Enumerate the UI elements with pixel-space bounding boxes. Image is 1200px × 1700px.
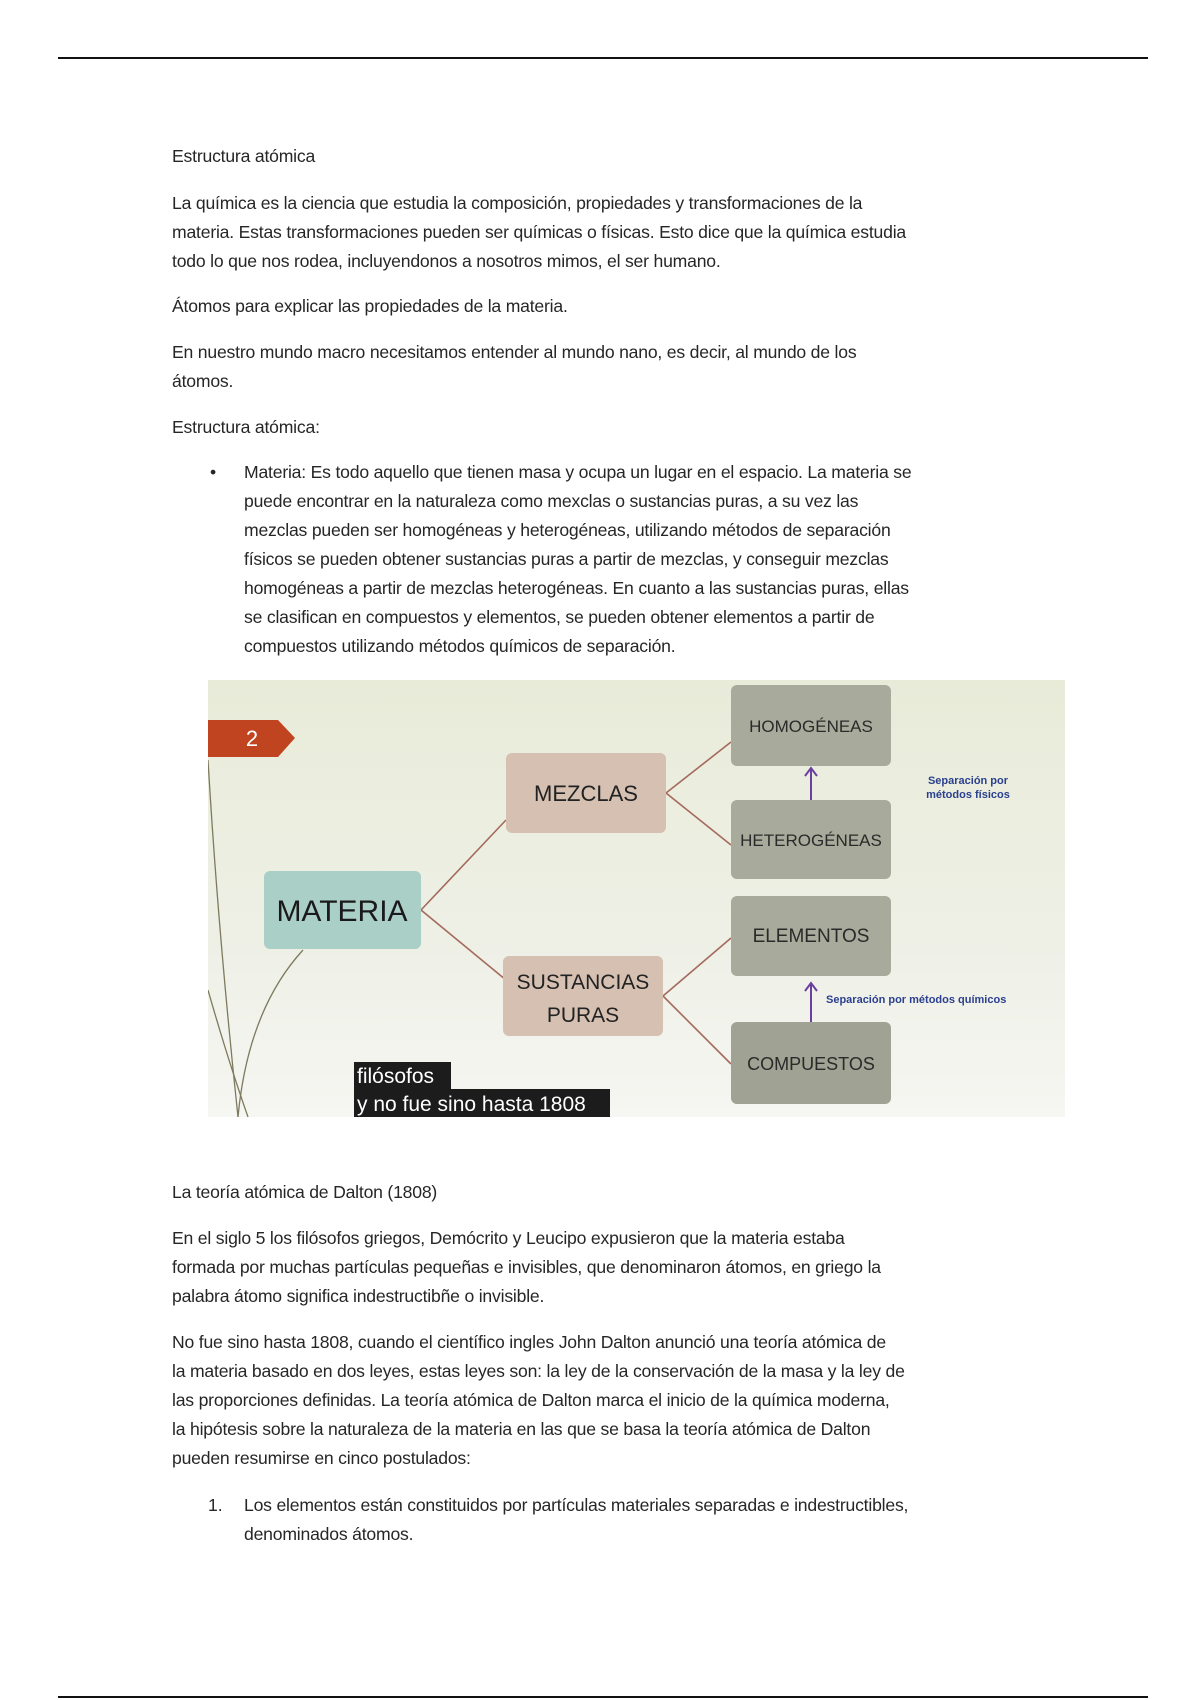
- sustancias-label: SUSTANCIAS: [516, 971, 650, 994]
- heading-estructura-2: Estructura atómica:: [172, 417, 320, 437]
- bullet-item-materia: [244, 458, 911, 661]
- line: pueden resumirse en cinco postulados:: [172, 1448, 471, 1468]
- heterogeneas-label: HETEROGÉNEAS: [740, 831, 882, 850]
- elementos-label: ELEMENTOS: [752, 926, 870, 947]
- line: materia. Estas transformaciones pueden ser químicas o físicas. Esto dice que la química estudia: [172, 222, 906, 242]
- materia-diagram-image: [208, 680, 1065, 1117]
- line: palabra átomo significa indestructibñe o invisible.: [172, 1286, 545, 1306]
- header-rule: [58, 57, 1148, 59]
- line: átomos.: [172, 371, 234, 391]
- paragraph-filosofos: [172, 1224, 881, 1311]
- line: la materia basado en dos leyes, estas leyes son: la ley de la conservación de la masa y la ley de: [172, 1361, 905, 1381]
- footer-rule: [58, 1696, 1148, 1698]
- line: físicos se pueden obtener sustancias puras a partir de mezclas, y conseguir mezclas: [244, 549, 889, 569]
- line: puede encontrar en la naturaleza como mexclas o sustancias puras, a su vez las: [244, 491, 859, 511]
- line: se clasifican en compuestos y elementos, se pueden obtener elementos a partir de: [244, 607, 875, 627]
- line: denominados átomos.: [244, 1524, 414, 1544]
- line: No fue sino hasta 1808, cuando el científico ingles John Dalton anunció una teoría atómica de: [172, 1332, 886, 1352]
- note-fisicos-1: Separación por: [927, 775, 1009, 787]
- caption-line-1: filósofos: [357, 1065, 435, 1088]
- line: la hipótesis sobre la naturaleza de la materia en las que se basa la teoría atómica de Dalton: [172, 1419, 871, 1439]
- list-number: 1.: [208, 1495, 223, 1515]
- homogeneas-label: HOMOGÉNEAS: [749, 717, 873, 736]
- slide-number: 2: [245, 726, 259, 751]
- list-item-postulado-1: [244, 1491, 908, 1549]
- caption-line-2: y no fue sino hasta 1808: [357, 1093, 586, 1116]
- line: mezclas pueden ser homogéneas y heterogéneas, utilizando métodos de separación: [244, 520, 891, 540]
- heading-estructura: Estructura atómica: [172, 146, 316, 166]
- line: Los elementos están constituidos por partículas materiales separadas e indestructibles,: [244, 1495, 909, 1515]
- note-quimicos: Separación por métodos químicos: [826, 994, 1007, 1006]
- paragraph-dalton: [172, 1328, 905, 1473]
- materia-label: MATERIA: [276, 895, 408, 928]
- line: En nuestro mundo macro necesitamos entender al mundo nano, es decir, al mundo de los: [172, 342, 857, 362]
- mezclas-label: MEZCLAS: [534, 781, 638, 806]
- puras-label: PURAS: [546, 1004, 620, 1027]
- paragraph-mundo: [172, 338, 856, 396]
- line: En el siglo 5 los filósofos griegos, Demócrito y Leucipo expusieron que la materia estaba: [172, 1228, 845, 1248]
- line: formada por muchas partículas pequeñas e invisibles, que denominaron átomos, en griego la: [172, 1257, 881, 1277]
- paragraph-quimica: [172, 189, 906, 276]
- note-fisicos-2: métodos físicos: [926, 789, 1010, 801]
- line: homogéneas a partir de mezclas heterogéneas. En cuanto a las sustancias puras, ellas: [244, 578, 909, 598]
- compuestos-label: COMPUESTOS: [747, 1054, 875, 1074]
- line: todo lo que nos rodea, incluyendonos a nosotros mimos, el ser humano.: [172, 251, 721, 271]
- paragraph-atomos: Átomos para explicar las propiedades de la materia.: [172, 296, 568, 316]
- line: La química es la ciencia que estudia la composición, propiedades y transformaciones de la: [172, 193, 863, 213]
- line: las proporciones definidas. La teoría atómica de Dalton marca el inicio de la química moderna,: [172, 1390, 890, 1410]
- line: compuestos utilizando métodos químicos de separación.: [244, 636, 676, 656]
- line: Materia: Es todo aquello que tienen masa y ocupa un lugar en el espacio. La materia se: [244, 462, 912, 482]
- heading-dalton: La teoría atómica de Dalton (1808): [172, 1182, 438, 1202]
- bullet-marker: •: [210, 462, 217, 482]
